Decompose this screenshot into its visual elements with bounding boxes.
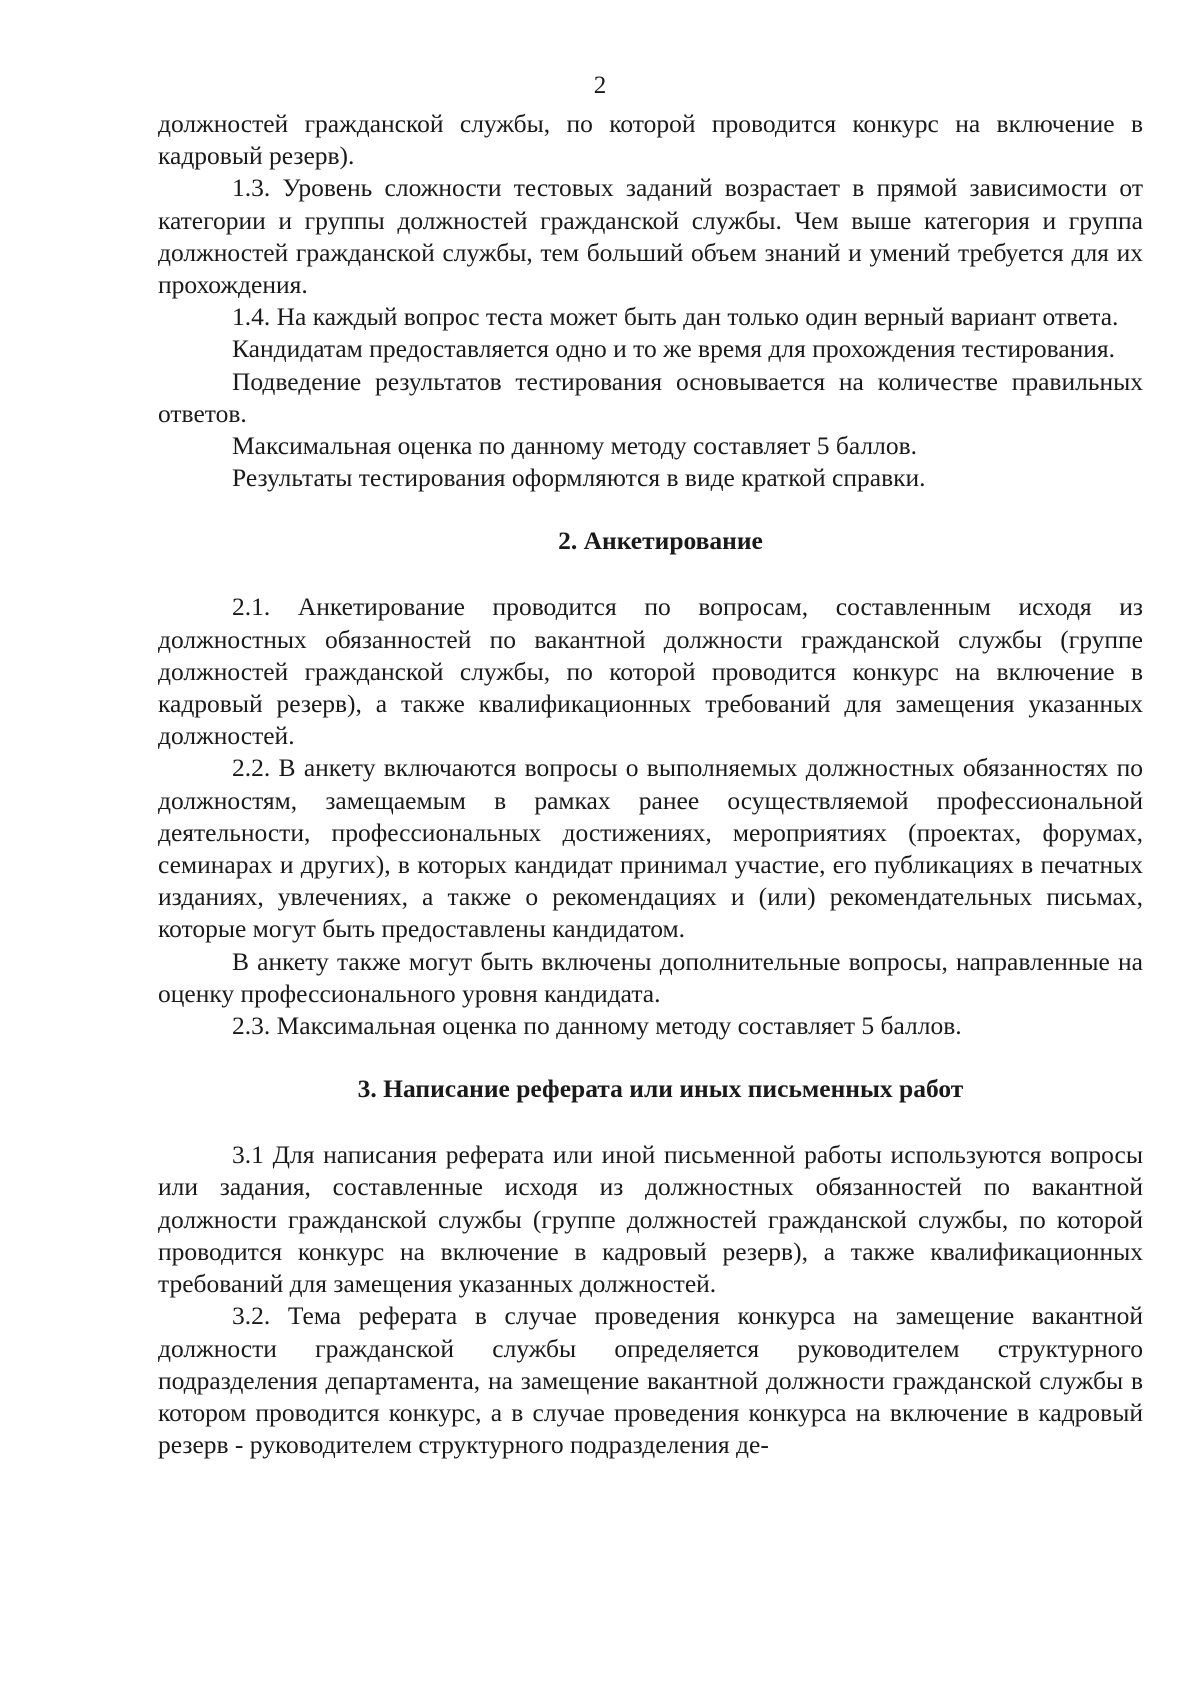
paragraph-2-1: 2.1. Анкетирование проводится по вопросам, составленным исходя из должностных обязанностей по вакантной должности гражданской службы (группе должностей гражданской службы, по которой проводится конкурс на включение в кадровый резерв), а также квалификационных требований для замещения указанных должностей. <box>158 592 1143 751</box>
paragraph-testing-report: Результаты тестирования оформляются в виде краткой справки. <box>232 463 926 493</box>
section-3-heading: 3. Написание реферата или иных письменных работ <box>357 1074 964 1104</box>
paragraph-3-1: 3.1 Для написания реферата или иной письменной работы используются вопросы или задания, составленные исходя из должностных обязанностей по вакантной должности гражданской службы (группе должностей гражданской службы, по которой проводится конкурс на включение в кадровый резерв), а также квалификационных требований для замещения указанных должностей. <box>158 1140 1143 1299</box>
page-content <box>158 108 1143 1461</box>
paragraph-1-4: 1.4. На каждый вопрос теста может быть дан только один верный вариант ответа. <box>232 302 1119 332</box>
section-2-heading: 2. Анкетирование <box>558 526 763 556</box>
paragraph-testing-results: Подведение результатов тестирования основывается на количестве правильных ответов. <box>158 366 1143 428</box>
page-number: 2 <box>593 72 607 99</box>
intro-continuation: должностей гражданской службы, по которой проводится конкурс на включение в кадровый резерв). <box>158 109 1143 171</box>
paragraph-testing-time: Кандидатам предоставляется одно и то же время для прохождения тестирования. <box>232 334 1116 364</box>
paragraph-max-score: Максимальная оценка по данному методу составляет 5 баллов. <box>232 431 918 461</box>
paragraph-2-3: 2.3. Максимальная оценка по данному методу составляет 5 баллов. <box>232 1011 962 1041</box>
paragraph-3-2: 3.2. Тема реферата в случае проведения конкурса на замещение вакантной должности гражданской службы определяется руководителем структурного подразделения департамента, на замещение вакантной должности гражданской службы в котором проводится конкурс, а в случае проведения конкурса на включение в кадровый резерв - руководителем структурного подразделения де- <box>158 1301 1143 1460</box>
paragraph-2-2: 2.2. В анкету включаются вопросы о выполняемых должностных обязанностях по должностям, замещаемым в рамках ранее осуществляемой профессиональной деятельности, профессиональных достижениях, мероприятиях (проектах, форумах, семинарах и других), в которых кандидат принимал участие, его публикациях в печатных изданиях, увлечениях, а также о рекомендациях и (или) рекомендательных письмах, которые могут быть предоставлены кандидатом. <box>158 753 1143 944</box>
paragraph-1-3: 1.3. Уровень сложности тестовых заданий возрастает в прямой зависимости от категории и группы должностей гражданской службы. Чем выше категория и группа должностей гражданской службы, тем больший объем знаний и умений требуется для их прохождения. <box>158 173 1143 300</box>
paragraph-additional-questions: В анкету также могут быть включены дополнительные вопросы, направленные на оценку профессионального уровня кандидата. <box>158 946 1143 1008</box>
